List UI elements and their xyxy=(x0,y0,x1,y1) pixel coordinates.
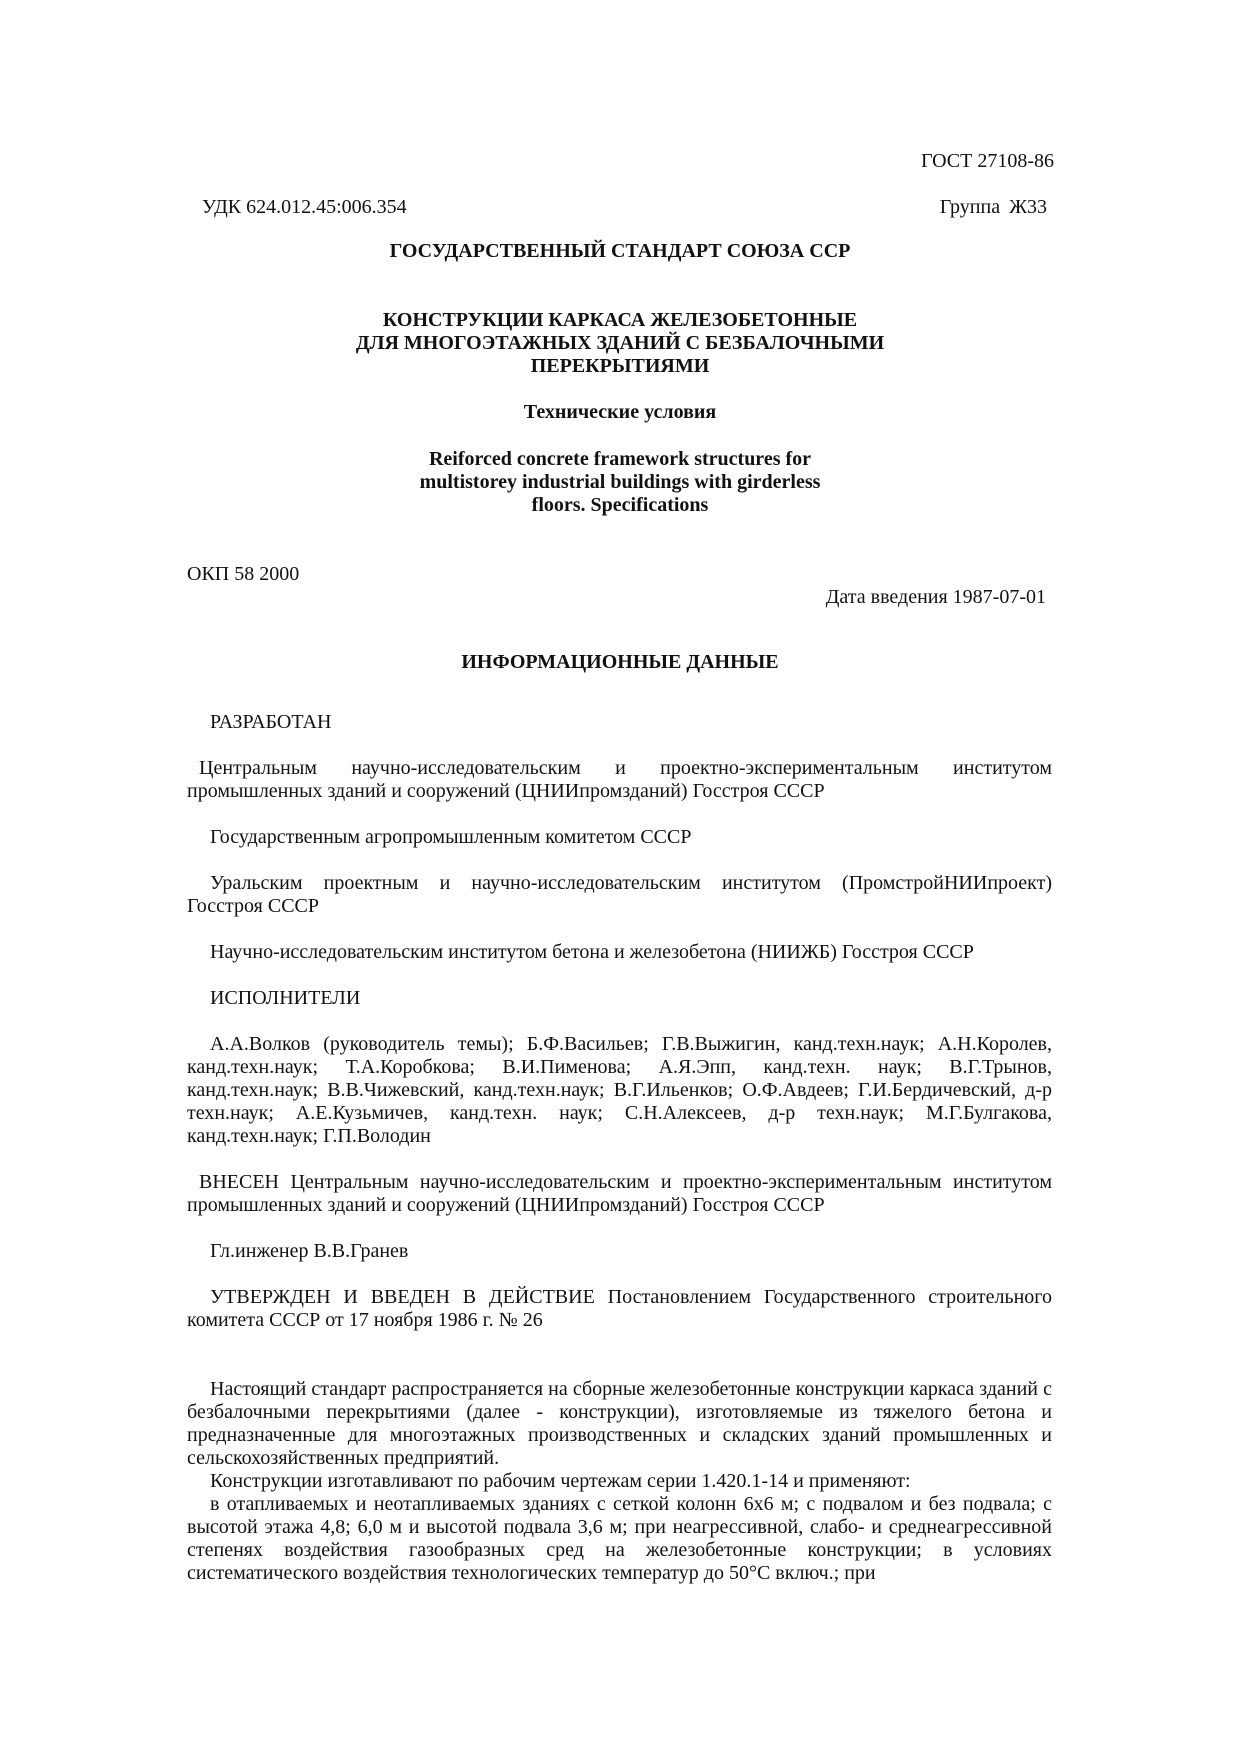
developer-2: Государственным агропромышленным комитетом СССР xyxy=(210,826,692,848)
english-title-line-1: Reiforced concrete framework structures for xyxy=(428,448,812,470)
developer-4: Научно-исследовательским институтом бетона и железобетона (НИИЖБ) Госстроя СССР xyxy=(210,941,974,963)
title-line-1: КОНСТРУКЦИИ КАРКАСА ЖЕЛЕЗОБЕТОННЫЕ xyxy=(382,309,858,331)
english-title-line-3: floors. Specifications xyxy=(531,494,709,516)
group-code: Группа Ж33 xyxy=(939,196,1047,218)
state-standard-heading: ГОСУДАРСТВЕННЫЙ СТАНДАРТ СОЮЗА ССР xyxy=(389,240,851,262)
title-line-3: ПЕРЕКРЫТИЯМИ xyxy=(530,355,710,377)
approved-block xyxy=(187,1286,1052,1332)
introduced-text: ВНЕСЕН Центральным научно-исследовательским и проектно-экспериментальным институтом промышленных зданий и сооружений (ЦНИИпромзданий) Госстроя СССР xyxy=(187,1171,1052,1216)
approved-text: УТВЕРЖДЕН И ВВЕДЕН В ДЕЙСТВИЕ Постановлением Государственного строительного комитета СССР от 17 ноября 1986 г. № 26 xyxy=(187,1286,1052,1331)
document-subtitle: Технические условия xyxy=(523,401,717,423)
scope-section xyxy=(187,1378,1052,1585)
scope-paragraph-3: в отапливаемых и неотапливаемых зданиях с сеткой колонн 6х6 м; с подвалом и без подвала; с высотой этажа 4,8; 6,0 м и высотой подвала 3,6 м; при неагрессивной, слабо- и среднеагрессивной степенях воздействия газообразных сред на железобетонные конструкции; в условиях систематического воздействия технологических температур до 50°С включ.; при xyxy=(187,1493,1052,1584)
developer-3: Уральским проектным и научно-исследовательским институтом (ПромстройНИИпроект) Госстроя СССР xyxy=(187,872,1052,917)
performers-list: А.А.Волков (руководитель темы); Б.Ф.Васильев; Г.В.Выжигин, канд.техн.наук; А.Н.Королев, канд.техн.наук; Т.А.Коробкова; В.И.Пименова; А.Я.Эпп, канд.техн. наук; В.Г.Трынов, канд.техн.наук; В.В.Чижевский, канд.техн.наук; В.Г.Ильенков; О.Ф.Авдеев; Г.И.Бердичевский, д-р техн.наук; А.Е.Кузьмичев, канд.техн. наук; С.Н.Алексеев, д-р техн.наук; М.Г.Булгакова, канд.техн.наук; Г.П.Володин xyxy=(187,1033,1052,1147)
developer-1-block xyxy=(187,757,1052,803)
scope-paragraph-1: Настоящий стандарт распространяется на сборные железобетонные конструкции каркаса зданий с безбалочными перекрытиями (далее - конструкции), изготовляемые из тяжелого бетона и предназначенные для многоэтажных производственных и складских зданий промышленных и сельскохозяйственных предприятий. xyxy=(187,1378,1052,1469)
developer-4-block xyxy=(187,941,1052,964)
okp-code: ОКП 58 2000 xyxy=(187,563,300,585)
developer-1: Центральным научно-исследовательским и проектно-экспериментальным институтом промышленных зданий и сооружений (ЦНИИпромзданий) Госстроя СССР xyxy=(187,757,1052,802)
info-heading: ИНФОРМАЦИОННЫЕ ДАННЫЕ xyxy=(461,651,779,673)
performers-label-block xyxy=(187,987,1052,1010)
performers-label: ИСПОЛНИТЕЛИ xyxy=(210,987,361,1009)
gost-number: ГОСТ 27108-86 xyxy=(921,150,1054,172)
introduced-block xyxy=(187,1171,1052,1217)
developer-3-block xyxy=(187,872,1052,918)
udk-code: УДК 624.012.45:006.354 xyxy=(202,196,407,218)
developed-label: РАЗРАБОТАН xyxy=(210,711,332,733)
title-line-2: ДЛЯ МНОГОЭТАЖНЫХ ЗДАНИЙ С БЕЗБАЛОЧНЫМИ xyxy=(355,332,885,354)
effective-date: Дата введения 1987-07-01 xyxy=(825,586,1046,608)
english-title-line-2: multistorey industrial buildings with girderless xyxy=(419,471,821,493)
developer-2-block xyxy=(187,826,1052,849)
chief-engineer: Гл.инженер В.В.Гранев xyxy=(210,1240,409,1262)
chief-engineer-block xyxy=(187,1240,1052,1263)
developed-label-block xyxy=(187,711,1052,734)
performers-block xyxy=(187,1033,1052,1148)
scope-paragraph-2: Конструкции изготавливают по рабочим чертежам серии 1.420.1-14 и применяют: xyxy=(210,1470,911,1492)
english-title xyxy=(186,448,1054,517)
document-title xyxy=(186,309,1054,378)
